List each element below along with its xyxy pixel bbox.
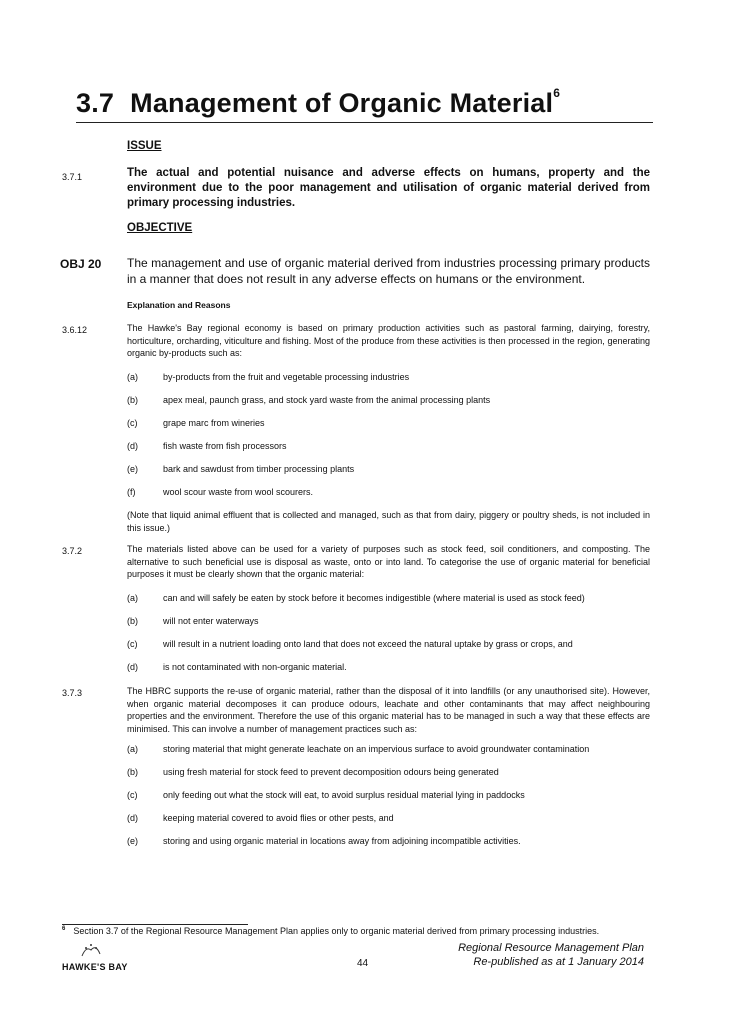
paragraph-text: The Hawke's Bay regional economy is based on primary production activities such as pastoral farming, dairying, forestry, horticulture, orcharding, viticulture and fishing. Most of the produce from these activities is then processed in the region, generating organic by-products such as: xyxy=(127,323,650,358)
list-item: keeping material covered to avoid flies or other pests, and xyxy=(163,813,394,823)
list-item: grape marc from wineries xyxy=(163,418,265,428)
paragraph-number: 3.7.3 xyxy=(62,688,83,698)
paragraph-text: The materials listed above can be used for a variety of purposes such as stock feed, soil conditioners, and composting. The alternative to such beneficial use is disposal as waste, onto or into land. To categorise the use of organic material for beneficial purposes it must be clearly shown that the organic material: xyxy=(127,544,650,579)
list-item-letter: (b) xyxy=(127,395,138,405)
plan-name: Regional Resource Management Plan xyxy=(458,942,644,954)
section-title: Management of Organic Material xyxy=(130,88,554,118)
explanation-heading: Explanation and Reasons xyxy=(127,300,231,310)
objective-number: OBJ 20 xyxy=(60,257,102,271)
list-item-letter: (a) xyxy=(127,593,138,603)
list-item: storing material that might generate leachate on an impervious surface to avoid groundwater contamination xyxy=(163,744,590,754)
list-item: bark and sawdust from timber processing plants xyxy=(163,464,355,474)
paragraph-text: The HBRC supports the re-use of organic material, rather than the disposal of it into landfills (or any unauthorised site). However, when organic material decomposes it can produce odours, leachate and other contaminants that may affect neighbouring properties and the environment. Therefore the use of this organic material has to be managed in such a way that these effects are minimised. This can involve a number of management practices such as: xyxy=(127,686,650,734)
list-item-letter: (f) xyxy=(127,487,136,497)
list-item-letter: (c) xyxy=(127,639,138,649)
footnote-divider xyxy=(62,924,248,925)
list-item: storing and using organic material in locations away from adjoining incompatible activities. xyxy=(163,836,521,846)
list-item-letter: (e) xyxy=(127,836,138,846)
list-item: will not enter waterways xyxy=(163,616,259,626)
list-item: by-products from the fruit and vegetable processing industries xyxy=(163,372,410,382)
section-number: 3.7 xyxy=(76,88,115,118)
footnote xyxy=(62,926,599,936)
list-item-letter: (a) xyxy=(127,372,138,382)
list-item-letter: (b) xyxy=(127,616,138,626)
issue-heading: ISSUE xyxy=(127,140,162,152)
paragraph-number: 3.7.2 xyxy=(62,546,83,556)
paragraph-number: 3.6.12 xyxy=(62,325,88,335)
footnote-mark: 6 xyxy=(62,926,66,932)
list-item-letter: (c) xyxy=(127,790,138,800)
page-title xyxy=(76,88,560,119)
list-item: using fresh material for stock feed to prevent decomposition odours being generated xyxy=(163,767,499,777)
list-item: will result in a nutrient loading onto land that does not exceed the natural uptake by grass or crops, and xyxy=(163,639,573,649)
objective-text: The management and use of organic material derived from industries processing primary products in a manner that does not result in any adverse effects on humans or the environment. xyxy=(127,256,650,286)
list-item: apex meal, paunch grass, and stock yard waste from the animal processing plants xyxy=(163,395,491,405)
list-item: fish waste from fish processors xyxy=(163,441,287,451)
republished-date: Re-published as at 1 January 2014 xyxy=(473,956,644,968)
hawkes-bay-logo-icon xyxy=(76,940,106,960)
list-item: can and will safely be eaten by stock before it becomes indigestible (where material is used as stock feed) xyxy=(163,593,585,603)
logo-text: HAWKE'S BAY xyxy=(62,962,128,972)
list-item: wool scour waste from wool scourers. xyxy=(163,487,314,497)
objective-heading: OBJECTIVE xyxy=(127,222,193,234)
list-item-letter: (e) xyxy=(127,464,138,474)
title-footnote-ref[interactable]: 6 xyxy=(553,86,561,100)
page-number: 44 xyxy=(357,958,369,969)
issue-number: 3.7.1 xyxy=(62,172,83,182)
list-item-letter: (d) xyxy=(127,662,138,672)
list-item-letter: (c) xyxy=(127,418,138,428)
issue-text: The actual and potential nuisance and adverse effects on humans, property and the environment due to the poor management and utilisation of organic material derived from primary processing industries. xyxy=(127,167,650,209)
note-text: (Note that liquid animal effluent that is collected and managed, such as that from dairy, piggery or poultry sheds, is not included in this issue.) xyxy=(127,510,650,533)
list-item: only feeding out what the stock will eat, to avoid surplus residual material lying in paddocks xyxy=(163,790,525,800)
list-item-letter: (b) xyxy=(127,767,138,777)
list-item-letter: (a) xyxy=(127,744,138,754)
list-item: is not contaminated with non-organic material. xyxy=(163,662,347,672)
footnote-text: Section 3.7 of the Regional Resource Management Plan applies only to organic material derived from primary processing industries. xyxy=(73,926,600,936)
title-divider xyxy=(76,122,653,123)
list-item-letter: (d) xyxy=(127,813,138,823)
list-item-letter: (d) xyxy=(127,441,138,451)
